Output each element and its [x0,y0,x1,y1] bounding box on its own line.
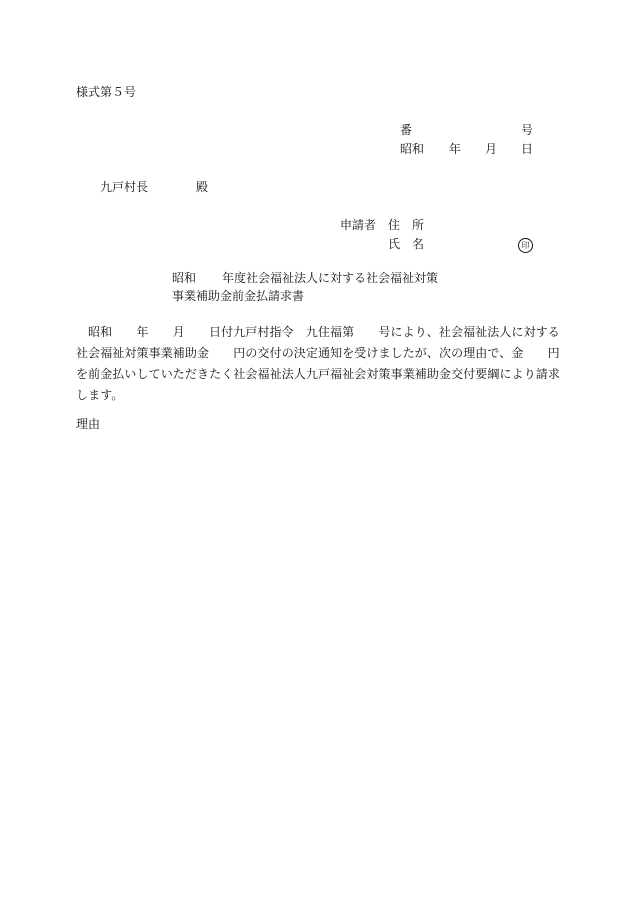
date-era: 昭和 [400,142,425,156]
date-year: 年 [449,142,462,156]
doc-number-ban: 番 [400,123,413,137]
title-line-1 [172,270,438,286]
title-line-1-rest: 年度社会福祉法人に対する社会福祉対策 [222,271,439,285]
body-line-4: します。 [76,388,124,402]
form-number: 様式第５号 [76,85,137,99]
seal-mark [518,236,533,253]
date-month: 月 [485,142,498,156]
title-line-2: 事業補助金前金払請求書 [172,289,305,303]
body-line-3: を前金払いしていただきたく社会福祉法人九戸福祉会対策事業補助金交付要綱により請求 [76,367,561,381]
doc-number-go: 号 [521,123,534,137]
body-paragraph [76,322,561,406]
body-line-2: 社会福祉対策事業補助金 円の交付の決定通知を受けましたが、次の理由で、金 円 [76,346,560,360]
title-era: 昭和 [172,271,197,285]
seal-circle: 印 [518,238,533,253]
applicant-label: 申請者 [340,218,377,232]
date-day: 日 [521,142,534,156]
addressee-name: 九戸村長 [100,180,149,194]
addressee-honorific: 殿 [196,180,209,194]
body-line-1: 昭和 年 月 日付九戸村指令 九住福第 号により、社会福祉法人に対する [88,325,560,339]
reason-label: 理由 [76,417,101,431]
applicant-name-label: 氏 名 [388,237,425,251]
applicant-address-label: 住 所 [388,218,425,232]
